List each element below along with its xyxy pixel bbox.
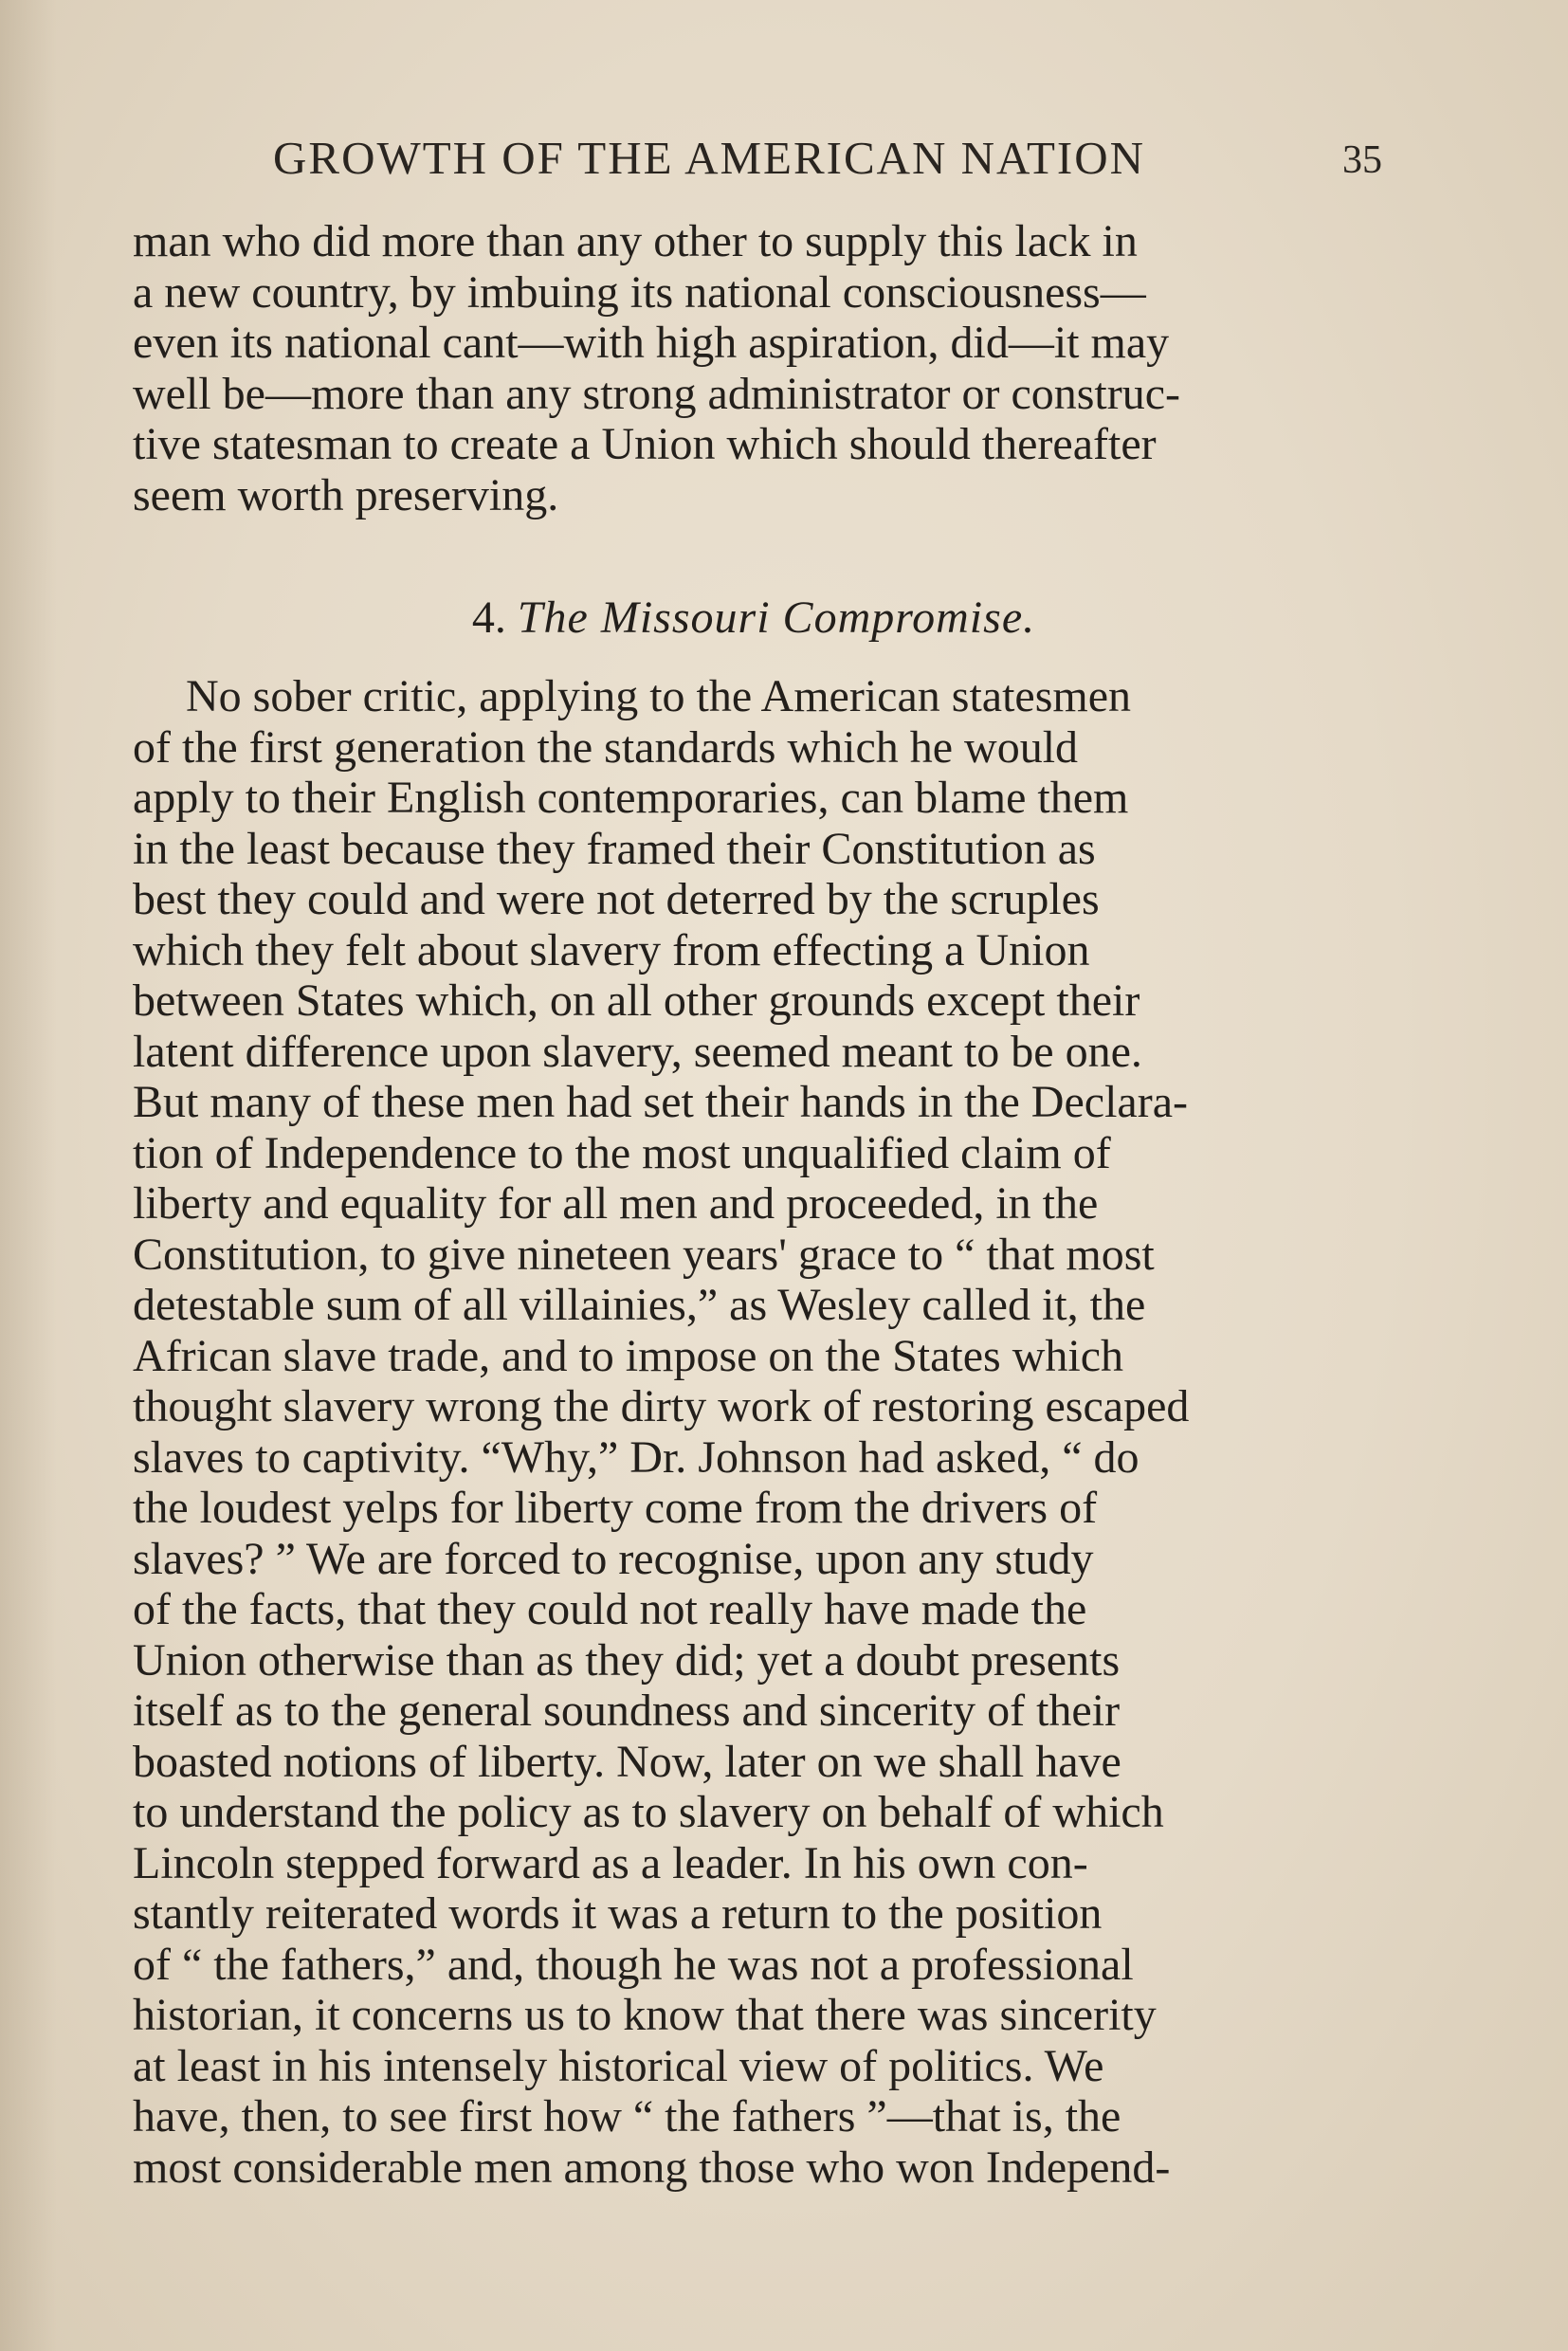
text-line: of the first generation the standards which he would — [133, 721, 1079, 773]
text-line: well be—more than any strong administrator or construc- — [133, 368, 1181, 419]
text-line: have, then, to see first how “ the fathers ”—that is, the — [133, 2091, 1121, 2141]
text-line: slaves? ” We are forced to recognise, upon any study — [133, 1533, 1094, 1584]
section-title: The Missouri Compromise. — [517, 592, 1036, 643]
text-line: But many of these men had set their hands in the Declara- — [133, 1077, 1188, 1127]
text-line: stantly reiterated words it was a return to the position — [133, 1888, 1103, 1939]
text-line: liberty and equality for all men and proceeded, in the — [133, 1178, 1099, 1229]
text-line: detestable sum of all villainies,” as Wesley called it, the — [133, 1280, 1146, 1330]
text-line: best they could and were not deterred by the scruples — [133, 874, 1100, 924]
paragraph-continuation — [133, 216, 1375, 520]
section-heading — [133, 590, 1375, 647]
text-line: at least in his intensely historical view of politics. We — [133, 2040, 1104, 2091]
text-line: which they felt about slavery from effecting a Union — [133, 924, 1090, 975]
text-line: Lincoln stepped forward as a leader. In his own con- — [133, 1837, 1088, 1888]
page-number: 35 — [1342, 138, 1382, 182]
paragraph-missouri-compromise — [133, 671, 1375, 2193]
text-line: to understand the policy as to slavery on behalf of which — [133, 1787, 1164, 1837]
text-line: a new country, by imbuing its national consciousness— — [133, 266, 1146, 318]
running-title: GROWTH OF THE AMERICAN NATION — [273, 132, 1146, 184]
text-line: boasted notions of liberty. Now, later on we shall have — [133, 1736, 1121, 1787]
text-line: of “ the fathers,” and, though he was not a professional — [133, 1939, 1134, 1990]
section-number: 4. — [471, 592, 506, 643]
text-line: latent difference upon slavery, seemed meant to be one. — [133, 1026, 1142, 1077]
spine-shadow — [0, 0, 57, 2351]
text-line: itself as to the general soundness and sincerity of their — [133, 1686, 1121, 1736]
text-line: No sober critic, applying to the American statesmen — [186, 671, 1132, 721]
text-line: slaves to captivity. “Why,” Dr. Johnson had asked, “ do — [133, 1431, 1140, 1483]
text-line: man who did more than any other to supply this lack in — [133, 216, 1138, 266]
text-line: tion of Independence to the most unqualified claim of — [133, 1127, 1111, 1178]
text-line: thought slavery wrong the dirty work of restoring escaped — [133, 1381, 1190, 1431]
text-line: of the facts, that they could not really have made the — [133, 1584, 1087, 1634]
text-line: even its national cant—with high aspiration, did—it may — [133, 318, 1170, 368]
text-line: Constitution, to give nineteen years' grace to “ that most — [133, 1229, 1155, 1280]
text-line: most considerable men among those who won Independ- — [133, 2141, 1171, 2193]
text-line: tive statesman to create a Union which should thereafter — [133, 419, 1157, 469]
running-head — [273, 125, 1382, 191]
text-line: African slave trade, and to impose on the States which — [133, 1330, 1124, 1381]
text-line: the loudest yelps for liberty come from the drivers of — [133, 1483, 1098, 1533]
text-line: historian, it concerns us to know that there was sincerity — [133, 1990, 1157, 2040]
text-line: in the least because they framed their Constitution as — [133, 823, 1096, 874]
text-line: seem worth preserving. — [133, 469, 559, 520]
text-line: between States which, on all other grounds except their — [133, 975, 1140, 1026]
text-line: apply to their English contemporaries, can blame them — [133, 773, 1129, 823]
text-line: Union otherwise than as they did; yet a doubt presents — [133, 1634, 1121, 1686]
